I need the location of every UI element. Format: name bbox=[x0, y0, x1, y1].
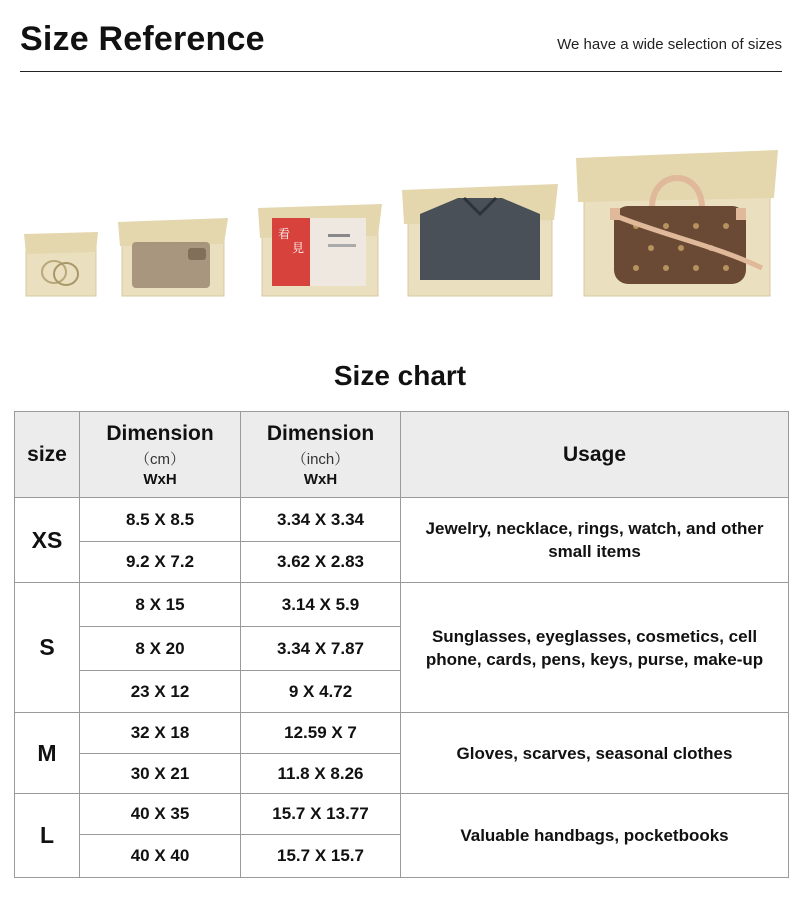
header-usage: Usage bbox=[401, 412, 789, 498]
table-row bbox=[15, 583, 789, 627]
size-m: M bbox=[15, 713, 80, 794]
table-header-row bbox=[15, 412, 789, 498]
usage-xs: Jewelry, necklace, rings, watch, and other small items bbox=[401, 498, 789, 583]
dimension-inch-cell: 3.34 X 7.87 bbox=[241, 627, 401, 671]
bag-with-rings-image bbox=[24, 232, 98, 298]
dimension-cm-cell: 40 X 40 bbox=[80, 835, 241, 878]
size-s: S bbox=[15, 583, 80, 713]
bag-with-handbag-image bbox=[576, 150, 778, 298]
size-xs: XS bbox=[15, 498, 80, 583]
dimension-cm-cell: 23 X 12 bbox=[80, 671, 241, 713]
header-size: size bbox=[15, 412, 80, 498]
usage-l: Valuable handbags, pocketbooks bbox=[401, 794, 789, 878]
svg-text:見: 見 bbox=[292, 241, 305, 255]
dimension-cm-cell: 8.5 X 8.5 bbox=[80, 498, 241, 542]
dimension-cm-cell: 40 X 35 bbox=[80, 794, 241, 835]
header-dimension-inch-label: Dimension bbox=[266, 421, 375, 445]
dimension-inch-cell: 11.8 X 8.26 bbox=[241, 754, 401, 794]
svg-text:看: 看 bbox=[278, 227, 291, 241]
dimension-inch-cell: 3.34 X 3.34 bbox=[241, 498, 401, 542]
bag-with-shirt-image bbox=[402, 184, 558, 298]
dimension-inch-cell: 12.59 X 7 bbox=[241, 713, 401, 754]
size-chart-table bbox=[14, 411, 789, 878]
dimension-inch-cell: 3.14 X 5.9 bbox=[241, 583, 401, 627]
header-dimension-inch-wh: WxH bbox=[303, 470, 338, 488]
header-dimension-cm bbox=[80, 412, 241, 498]
page-subtitle: We have a wide selection of sizes bbox=[557, 36, 782, 53]
bag-with-book-image bbox=[258, 204, 382, 298]
page-header bbox=[20, 18, 782, 72]
bag-with-wallet-image bbox=[118, 218, 228, 298]
header-dimension-cm-unit: （cm） bbox=[135, 450, 185, 468]
table-row bbox=[15, 713, 789, 754]
usage-m: Gloves, scarves, seasonal clothes bbox=[401, 713, 789, 794]
header-dimension-inch bbox=[241, 412, 401, 498]
dimension-inch-cell: 15.7 X 13.77 bbox=[241, 794, 401, 835]
page-title: Size Reference bbox=[20, 20, 265, 58]
table-row bbox=[15, 498, 789, 542]
dimension-cm-cell: 30 X 21 bbox=[80, 754, 241, 794]
dimension-inch-cell: 15.7 X 15.7 bbox=[241, 835, 401, 878]
dimension-cm-cell: 8 X 20 bbox=[80, 627, 241, 671]
header-dimension-cm-label: Dimension bbox=[106, 421, 214, 445]
dimension-cm-cell: 8 X 15 bbox=[80, 583, 241, 627]
size-chart-title: Size chart bbox=[333, 360, 467, 391]
header-dimension-inch-unit: （inch） bbox=[291, 450, 350, 468]
header-dimension-cm-wh: WxH bbox=[143, 470, 177, 488]
dimension-cm-cell: 9.2 X 7.2 bbox=[80, 542, 241, 583]
usage-s: Sunglasses, eyeglasses, cosmetics, cell phone, cards, pens, keys, purse, make-up bbox=[401, 583, 789, 713]
product-image-strip bbox=[0, 140, 800, 310]
dimension-cm-cell: 32 X 18 bbox=[80, 713, 241, 754]
table-row bbox=[15, 794, 789, 835]
dimension-inch-cell: 9 X 4.72 bbox=[241, 671, 401, 713]
size-l: L bbox=[15, 794, 80, 878]
dimension-inch-cell: 3.62 X 2.83 bbox=[241, 542, 401, 583]
